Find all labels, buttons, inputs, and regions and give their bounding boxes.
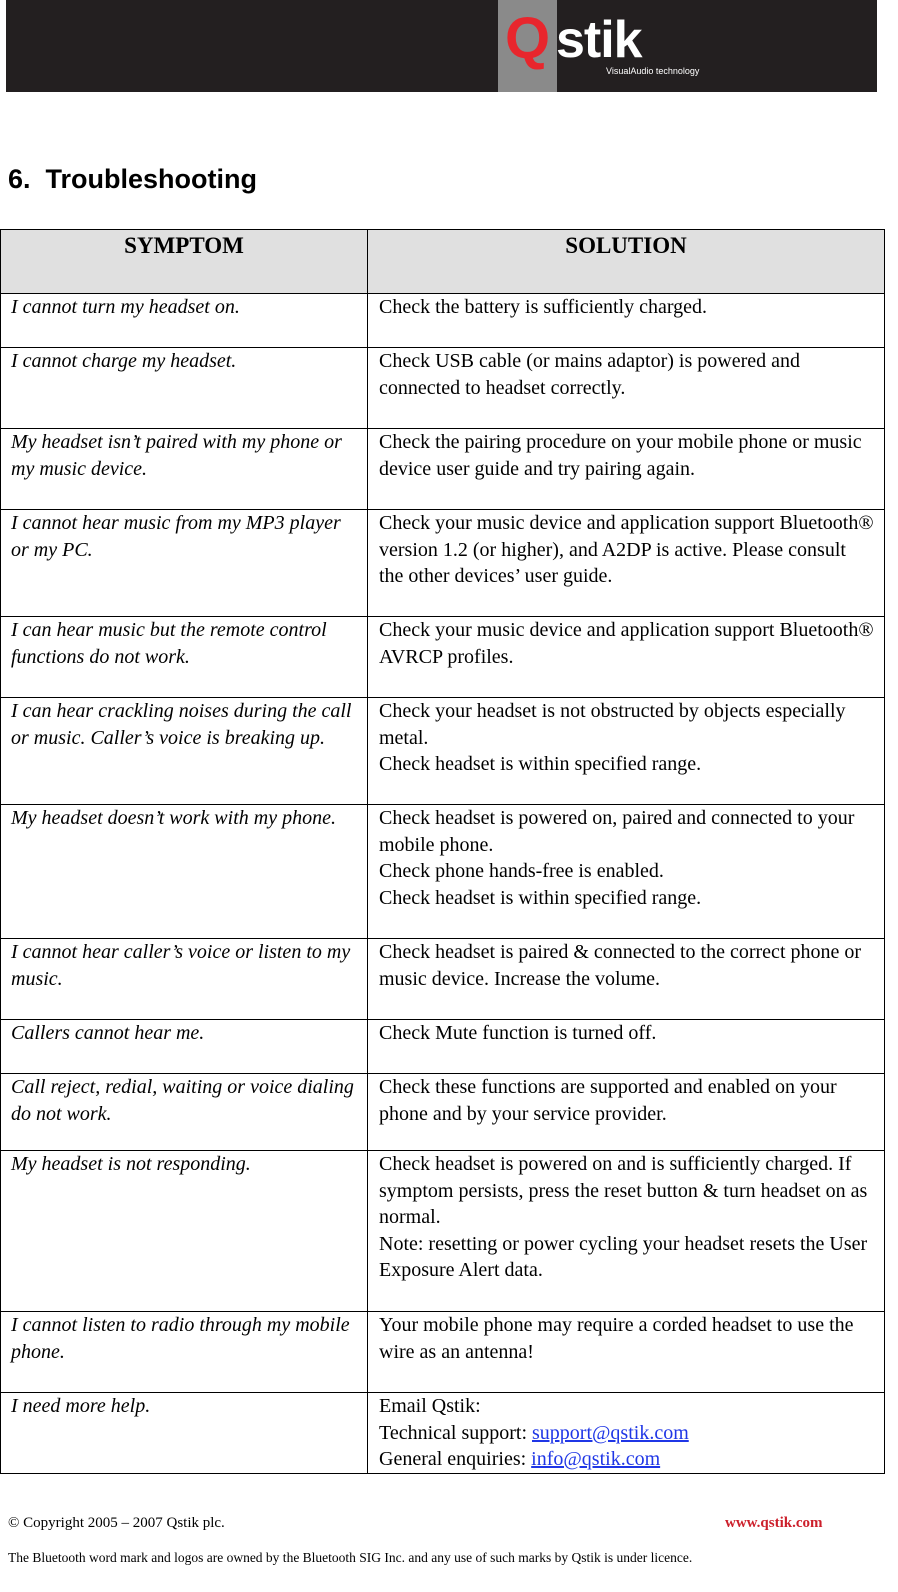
solution-cell: [368, 698, 885, 805]
solution-line: Check your music device and application support Bluetooth® version 1.2 (or higher), and A2DP is active. Please consult the other devices’ user guide.: [379, 512, 874, 587]
solution-line: Check these functions are supported and enabled on your phone and by your service provider.: [379, 1076, 837, 1125]
symptom-text: I can hear crackling noises during the call or music. Caller’s voice is breaking up.: [11, 700, 352, 749]
symptom-text: My headset isn’t paired with my phone or my music device.: [11, 431, 342, 480]
solution-cell: [368, 348, 885, 429]
symptom-text: I cannot listen to radio through my mobile phone.: [11, 1314, 350, 1363]
general-email-link[interactable]: info@qstik.com: [531, 1448, 661, 1470]
page-title: 6. Troubleshooting: [8, 164, 257, 194]
table-row: [1, 698, 885, 805]
symptom-text: My headset doesn’t work with my phone.: [11, 807, 336, 829]
website-link[interactable]: www.qstik.com: [725, 1515, 823, 1531]
solution-line: Check headset is within specified range.: [379, 886, 702, 909]
symptom-text: I need more help.: [11, 1395, 151, 1417]
table-row: [1, 429, 885, 510]
table-row: [1, 1151, 885, 1312]
solution-line: Check the battery is sufficiently charged.: [379, 296, 708, 318]
table-row: [1, 1074, 885, 1151]
support-email-link[interactable]: support@qstik.com: [532, 1421, 689, 1444]
bluetooth-legal-notice: The Bluetooth word mark and logos are owned by the Bluetooth SIG Inc. and any use of such marks by Qstik is under licence.: [8, 1550, 693, 1565]
general-line: [379, 1446, 874, 1473]
table-row: [1, 294, 885, 348]
solution-line: Note: resetting or power cycling your headset resets the User Exposure Alert data.: [379, 1232, 868, 1281]
symptom-cell: [1, 348, 368, 429]
solution-cell: [368, 1074, 885, 1151]
table-row: [1, 510, 885, 617]
symptom-text: I cannot turn my headset on.: [11, 296, 240, 318]
qstik-logo-wordmark: stik: [556, 11, 642, 69]
header-banner: [6, 0, 877, 92]
solution-line: Check USB cable (or mains adaptor) is powered and connected to headset correctly.: [379, 350, 800, 399]
solution-cell: [368, 1393, 885, 1474]
solution-line: Check headset is powered on and is sufficiently charged. If symptom persists, press the reset button & turn headset on as normal.: [379, 1153, 868, 1228]
symptom-text: Callers cannot hear me.: [11, 1022, 205, 1044]
table-row: [1, 939, 885, 1020]
solution-line: Check headset is powered on, paired and connected to your mobile phone.: [379, 807, 855, 856]
symptom-cell: [1, 1151, 368, 1312]
solution-line: Your mobile phone may require a corded headset to use the wire as an antenna!: [379, 1314, 854, 1363]
table-row: [1, 617, 885, 698]
solution-line: Check Mute function is turned off.: [379, 1022, 657, 1044]
solution-line: Check headset is paired & connected to the correct phone or music device. Increase the volume.: [379, 941, 862, 990]
symptom-cell: [1, 805, 368, 939]
symptom-cell: [1, 294, 368, 348]
solution-line: Check headset is within specified range.: [379, 753, 702, 775]
symptom-cell: [1, 510, 368, 617]
troubleshooting-table: [0, 229, 885, 1474]
support-line: [379, 1420, 874, 1447]
logo-tagline: VisualAudio technology: [606, 66, 700, 76]
table-body: [1, 294, 885, 1474]
solution-cell: [368, 939, 885, 1020]
solution-cell: [368, 1020, 885, 1074]
symptom-text: I cannot hear music from my MP3 player or my PC.: [11, 512, 341, 561]
symptom-cell: [1, 617, 368, 698]
qstik-logo-q: Q: [505, 6, 549, 71]
table-row: [1, 1393, 885, 1474]
symptom-cell: [1, 1312, 368, 1393]
table-row: [1, 348, 885, 429]
solution-cell: [368, 1151, 885, 1312]
symptom-cell: [1, 939, 368, 1020]
table-header-row: [1, 230, 885, 294]
solution-cell: [368, 1312, 885, 1393]
symptom-text: Call reject, redial, waiting or voice dialing do not work.: [11, 1076, 354, 1125]
table-row: [1, 805, 885, 939]
support-label: Technical support:: [379, 1421, 532, 1444]
symptom-cell: [1, 1020, 368, 1074]
symptom-text: My headset is not responding.: [11, 1153, 251, 1175]
symptom-cell: [1, 698, 368, 805]
solution-cell: [368, 805, 885, 939]
solution-cell: [368, 429, 885, 510]
email-heading: Email Qstik:: [379, 1395, 481, 1417]
symptom-cell: [1, 1074, 368, 1151]
symptom-text: I cannot charge my headset.: [11, 350, 237, 372]
solution-cell: [368, 617, 885, 698]
symptom-header: SYMPTOM: [1, 230, 368, 294]
symptom-cell: [1, 429, 368, 510]
solution-line: Check the pairing procedure on your mobile phone or music device user guide and try pairing again.: [379, 431, 862, 480]
symptom-text: I can hear music but the remote control functions do not work.: [11, 619, 327, 668]
solution-line: Check your headset is not obstructed by objects especially metal.: [379, 700, 846, 749]
symptom-text: I cannot hear caller’s voice or listen to my music.: [11, 941, 351, 990]
general-label: General enquiries:: [379, 1448, 532, 1470]
solution-line: Check phone hands-free is enabled.: [379, 860, 664, 882]
copyright-notice: © Copyright 2005 – 2007 Qstik plc.: [8, 1515, 225, 1531]
solution-header: SOLUTION: [368, 230, 885, 294]
solution-cell: [368, 510, 885, 617]
solution-cell: [368, 294, 885, 348]
table-row: [1, 1312, 885, 1393]
solution-line: Check your music device and application support Bluetooth® AVRCP profiles.: [379, 619, 874, 668]
table-row: [1, 1020, 885, 1074]
symptom-cell: [1, 1393, 368, 1474]
